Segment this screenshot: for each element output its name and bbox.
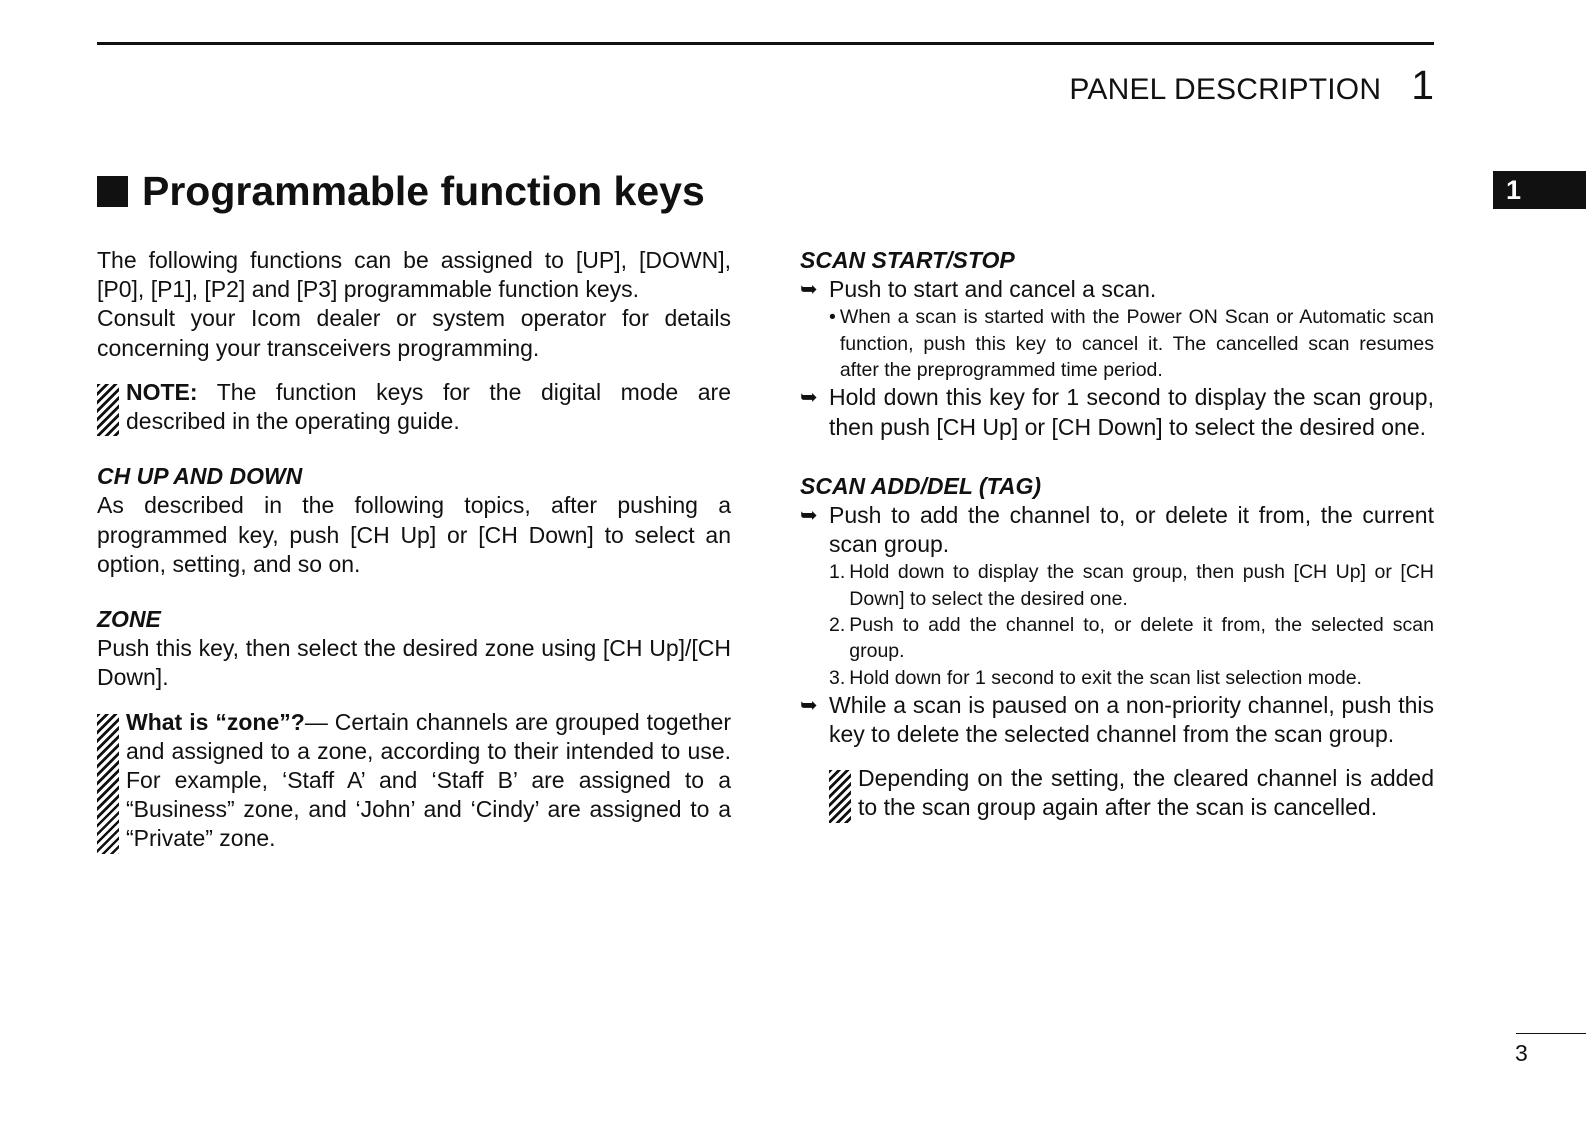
tag-item-push: ➥ Push to add the channel to, or delete it from, the current scan group. [800,501,1434,559]
note-text: The function keys for the digital mode are described in the operating guide. [126,378,731,435]
cleared-channel-note: Depending on the setting, the cleared channel is added to the scan group again after the scan is cancelled. [829,764,1434,822]
scan-bullet-note: • When a scan is started with the Power ON Scan or Automatic scan function, push this key to cancel it. The cancelled scan resumes after the preprogrammed time period. [829,304,1434,383]
scan-item-hold: ➥ Hold down this key for 1 second to display the scan group, then push [CH Up] or [CH Down] to select the desired one. [800,383,1434,441]
zone-note [97,708,731,854]
page-number: 3 [1515,1040,1528,1066]
top-rule [97,42,1434,45]
right-column [800,246,1434,823]
arrow-icon: ➥ [800,278,818,302]
tag-step: 1. Hold down to display the scan group, then push [CH Up] or [CH Down] to select the desired one. [829,561,1434,610]
page-number-rule [1516,1033,1586,1034]
arrow-icon: ➥ [800,503,818,527]
left-column [97,246,731,854]
consult-paragraph: Consult your Icom dealer or system operator for details concerning your transceivers programming. [97,305,731,361]
note-hatch-icon [829,770,851,822]
tag-step: 3. Hold down for 1 second to exit the scan list selection mode. [829,666,1362,689]
arrow-icon: ➥ [800,693,818,717]
tag-step: 2. Push to add the channel to, or delete it from, the selected scan group. [829,613,1434,663]
zone-text: Push this key, then select the desired zone using [CH Up]/[CH Down]. [97,635,731,691]
zone-note-label: What is “zone”? [126,708,305,735]
ch-up-down-heading: CH UP AND DOWN [97,463,303,490]
square-bullet-icon [97,176,128,207]
chapter-thumb-tab: 1 [1493,171,1586,209]
tag-item-paused: ➥ While a scan is paused on a non-priority channel, push this key to delete the selected channel from the scan group. [800,691,1434,749]
bullet-icon: • [829,306,836,329]
arrow-icon: ➥ [800,386,818,410]
chapter-number: 1 [1411,62,1434,108]
ch-up-down-text: As described in the following topics, after pushing a programmed key, push [CH Up] or [CH Down] to select an option, setting, and so on. [97,492,731,577]
intro-paragraph: The following functions can be assigned to [UP], [DOWN], [P0], [P1], [P2] and [P3] programmable function keys. [97,247,731,303]
digital-mode-note [97,378,731,436]
scan-item-push: ➥ Push to start and cancel a scan. [800,275,1434,304]
zone-note-text: — Certain channels are grouped together and assigned to a zone, according to their intended to use. For example, ‘Staff A’ and ‘Staff B’ are assigned to a “Business” zone, and ‘John’ and ‘Cindy’ are assigned to a “Private” zone. [126,708,731,852]
note-hatch-icon [97,384,119,436]
scan-start-stop-heading: SCAN START/STOP [800,247,1015,273]
note-hatch-icon [97,714,119,854]
section-title-text: Programmable function keys [142,168,705,214]
zone-heading: ZONE [97,606,161,633]
running-head [1069,62,1434,109]
section-title [97,164,705,218]
running-head-title: PANEL DESCRIPTION [1069,73,1382,106]
note-label: NOTE: [126,378,198,405]
scan-add-del-heading: SCAN ADD/DEL (TAG) [800,472,1042,499]
